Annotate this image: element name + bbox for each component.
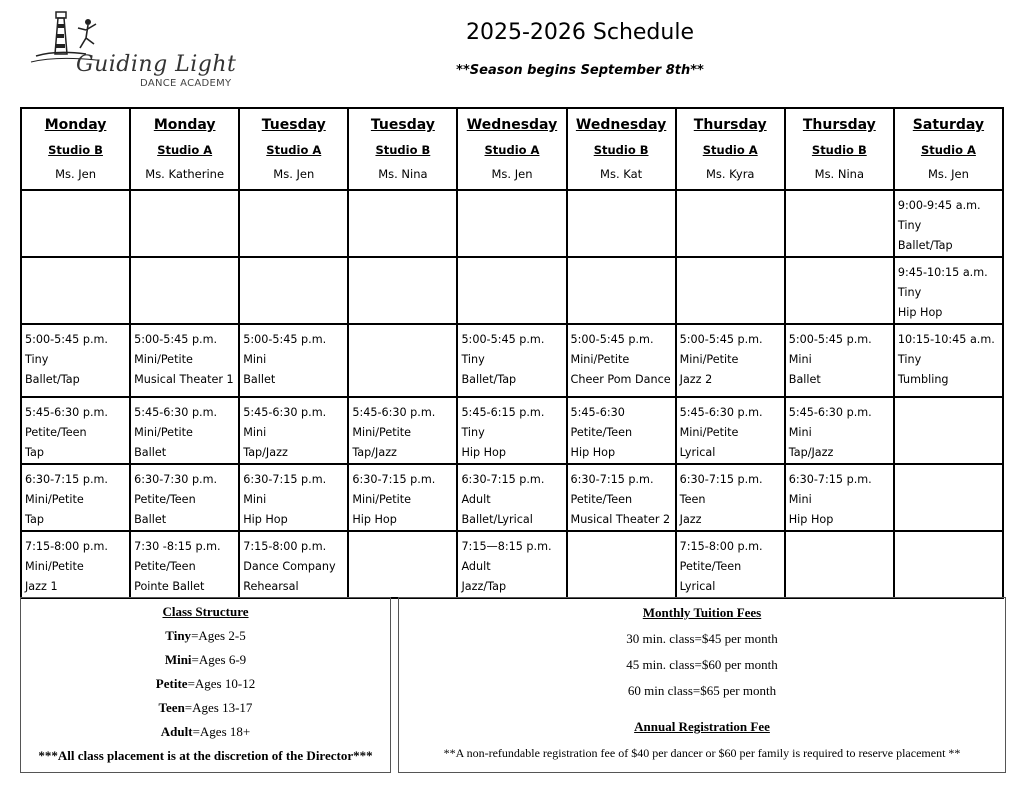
class-time: 5:45-6:30 p.m. <box>243 406 327 419</box>
class-style: Ballet/Tap <box>897 239 953 252</box>
class-level: Tiny <box>897 353 922 366</box>
class-cell <box>130 464 239 531</box>
season-start-note: **Season begins September 8th** <box>456 63 704 78</box>
class-cell <box>457 531 566 598</box>
class-style: Lyrical <box>679 580 716 593</box>
class-style: Musical Theater 2 <box>570 513 671 526</box>
class-time: 5:00-5:45 p.m. <box>570 333 654 346</box>
class-cell <box>894 324 1003 397</box>
class-style: Hip Hop <box>897 306 943 319</box>
empty-cell <box>676 190 785 257</box>
empty-cell <box>894 464 1003 531</box>
class-cell <box>130 397 239 464</box>
empty-cell <box>894 397 1003 464</box>
studio-label: Studio B <box>811 143 867 157</box>
class-time: 5:45-6:30 <box>570 406 625 419</box>
level-name: Adult <box>160 724 193 739</box>
day-label: Wednesday <box>575 117 667 133</box>
class-style: Tap <box>25 513 44 526</box>
studio-label: Studio A <box>266 143 322 157</box>
fee-60-min: 60 min class=$65 per month <box>627 683 777 698</box>
class-level: Petite/Teen <box>134 493 196 506</box>
day-label: Tuesday <box>370 117 435 133</box>
empty-cell <box>567 190 676 257</box>
studio-label: Studio B <box>593 143 649 157</box>
empty-cell <box>567 257 676 324</box>
class-cell <box>21 464 130 531</box>
class-time: 5:00-5:45 p.m. <box>788 333 872 346</box>
class-cell <box>21 324 130 397</box>
tuition-heading: Monthly Tuition Fees <box>642 605 762 620</box>
class-style: Cheer Pom Dance <box>570 373 671 386</box>
class-level: Dance Company <box>243 560 336 573</box>
level-ages: =Ages 10-12 <box>187 676 256 691</box>
class-cell <box>130 531 239 598</box>
class-style: Jazz <box>679 513 702 526</box>
logo-script-text: Guiding Light <box>76 52 237 77</box>
class-time: 6:30-7:15 p.m. <box>570 473 654 486</box>
schedule-header-row <box>21 108 1003 190</box>
class-cell <box>676 531 785 598</box>
class-level: Mini/Petite <box>570 353 630 366</box>
schedule-row <box>21 464 1003 531</box>
level-ages: =Ages 2-5 <box>191 628 246 643</box>
class-time: 7:15—8:15 p.m. <box>461 540 552 553</box>
day-label: Monday <box>153 117 216 133</box>
class-cell <box>21 531 130 598</box>
day-label: Tuesday <box>261 117 326 133</box>
column-header <box>239 108 348 190</box>
class-time: 5:45-6:30 p.m. <box>352 406 436 419</box>
class-level: Teen <box>679 493 706 506</box>
teacher-label: Ms. Katherine <box>145 167 225 181</box>
class-cell <box>457 464 566 531</box>
age-level-item <box>21 648 390 672</box>
class-level: Mini <box>788 493 812 506</box>
class-structure-box <box>20 597 391 773</box>
class-time: 5:45-6:30 p.m. <box>679 406 763 419</box>
class-cell <box>676 464 785 531</box>
class-time: 10:15-10:45 a.m. <box>897 333 995 346</box>
class-time: 7:15-8:00 p.m. <box>25 540 108 553</box>
day-label: Wednesday <box>466 117 558 133</box>
class-level: Mini/Petite <box>25 560 84 573</box>
class-style: Rehearsal <box>243 580 299 593</box>
class-level: Tiny <box>25 353 49 366</box>
class-level: Petite/Teen <box>570 426 633 439</box>
empty-cell <box>567 531 676 598</box>
studio-label: Studio B <box>48 143 103 157</box>
class-cell <box>239 397 348 464</box>
level-name: Petite <box>155 676 188 691</box>
empty-cell <box>457 257 566 324</box>
class-cell <box>676 324 785 397</box>
day-label: Saturday <box>912 117 985 133</box>
class-style: Hip Hop <box>570 446 616 459</box>
class-time: 7:15-8:00 p.m. <box>679 540 763 553</box>
level-name: Mini <box>164 652 192 667</box>
class-level: Adult <box>461 560 491 573</box>
class-time: 6:30-7:15 p.m. <box>461 473 545 486</box>
class-style: Tap/Jazz <box>352 446 397 459</box>
class-time: 6:30-7:15 p.m. <box>25 473 108 486</box>
class-cell <box>785 324 894 397</box>
class-level: Tiny <box>461 353 485 366</box>
teacher-label: Ms. Kat <box>600 167 643 181</box>
logo-subtitle: DANCE ACADEMY <box>140 78 232 89</box>
empty-cell <box>130 190 239 257</box>
empty-cell <box>348 190 457 257</box>
class-cell <box>894 190 1003 257</box>
class-level: Petite/Teen <box>25 426 87 439</box>
class-cell <box>567 324 676 397</box>
class-style: Lyrical <box>679 446 716 459</box>
empty-cell <box>239 190 348 257</box>
class-style: Musical Theater 1 <box>134 373 234 386</box>
class-style: Ballet/Lyrical <box>461 513 533 526</box>
class-time: 6:30-7:15 p.m. <box>352 473 436 486</box>
level-name: Tiny <box>165 628 192 643</box>
class-level: Mini/Petite <box>352 426 412 439</box>
class-style: Ballet/Tap <box>461 373 517 386</box>
schedule-table <box>20 107 1004 599</box>
tuition-box <box>398 597 1006 773</box>
empty-cell <box>785 531 894 598</box>
teacher-label: Ms. Kyra <box>705 167 755 181</box>
class-level: Mini <box>788 426 812 439</box>
class-time: 5:00-5:45 p.m. <box>25 333 108 346</box>
class-style: Hip Hop <box>352 513 397 526</box>
day-label: Monday <box>44 117 107 133</box>
schedule-row <box>21 190 1003 257</box>
class-style: Ballet <box>134 446 167 459</box>
class-time: 5:00-5:45 p.m. <box>461 333 545 346</box>
column-header <box>130 108 239 190</box>
class-time: 7:15-8:00 p.m. <box>243 540 327 553</box>
class-level: Petite/Teen <box>679 560 742 573</box>
column-header <box>457 108 566 190</box>
class-time: 6:30-7:15 p.m. <box>679 473 763 486</box>
empty-cell <box>21 257 130 324</box>
class-level: Tiny <box>897 286 922 299</box>
schedule-row <box>21 397 1003 464</box>
class-time: 5:00-5:45 p.m. <box>679 333 763 346</box>
class-cell <box>676 397 785 464</box>
class-time: 5:45-6:15 p.m. <box>461 406 545 419</box>
class-cell <box>567 464 676 531</box>
day-label: Thursday <box>693 117 767 133</box>
teacher-label: Ms. Jen <box>491 167 533 181</box>
teacher-label: Ms. Jen <box>55 167 97 181</box>
teacher-label: Ms. Jen <box>273 167 315 181</box>
class-cell <box>239 464 348 531</box>
class-level: Adult <box>461 493 491 506</box>
class-cell <box>239 531 348 598</box>
class-cell <box>130 324 239 397</box>
schedule-row <box>21 531 1003 598</box>
empty-cell <box>785 257 894 324</box>
registration-note: **A non-refundable registration fee of $40 per dancer or $60 per family is required to reserve placement ** <box>443 746 961 760</box>
class-cell <box>457 324 566 397</box>
level-ages: =Ages 6-9 <box>191 652 247 667</box>
class-level: Mini/Petite <box>134 353 193 366</box>
studio-label: Studio A <box>702 143 758 157</box>
studio-label: Studio B <box>375 143 431 157</box>
empty-cell <box>348 257 457 324</box>
class-style: Tap/Jazz <box>243 446 288 459</box>
class-cell <box>785 464 894 531</box>
class-cell <box>894 257 1003 324</box>
level-ages: =Ages 18+ <box>192 724 251 739</box>
teacher-label: Ms. Jen <box>927 167 969 181</box>
schedule-row <box>21 324 1003 397</box>
class-level: Mini <box>243 353 267 366</box>
class-level: Mini/Petite <box>679 426 739 439</box>
class-style: Ballet/Tap <box>25 373 80 386</box>
empty-cell <box>348 531 457 598</box>
class-structure-heading: Class Structure <box>162 604 249 619</box>
empty-cell <box>130 257 239 324</box>
class-level: Mini/Petite <box>134 426 193 439</box>
fee-30-min: 30 min. class=$45 per month <box>626 631 778 646</box>
class-level: Petite/Teen <box>570 493 633 506</box>
class-level: Mini/Petite <box>352 493 412 506</box>
column-header <box>567 108 676 190</box>
class-time: 5:00-5:45 p.m. <box>134 333 218 346</box>
column-header <box>676 108 785 190</box>
class-style: Ballet <box>788 373 821 386</box>
column-header <box>894 108 1003 190</box>
class-style: Hip Hop <box>461 446 506 459</box>
age-level-item <box>21 720 390 744</box>
teacher-label: Ms. Nina <box>378 167 428 181</box>
class-level: Mini/Petite <box>679 353 739 366</box>
empty-cell <box>457 190 566 257</box>
class-time: 5:00-5:45 p.m. <box>243 333 327 346</box>
class-time: 9:45-10:15 a.m. <box>897 266 988 279</box>
level-ages: =Ages 13-17 <box>184 700 253 715</box>
level-name: Teen <box>158 700 185 715</box>
class-level: Tiny <box>897 219 922 232</box>
empty-cell <box>894 531 1003 598</box>
age-level-item <box>21 624 390 648</box>
empty-cell <box>348 324 457 397</box>
class-level: Tiny <box>461 426 485 439</box>
class-style: Hip Hop <box>788 513 834 526</box>
class-cell <box>348 464 457 531</box>
class-time: 6:30-7:30 p.m. <box>134 473 218 486</box>
class-level: Mini <box>788 353 812 366</box>
studio-label: Studio A <box>920 143 976 157</box>
class-style: Hip Hop <box>243 513 288 526</box>
class-cell <box>21 397 130 464</box>
class-time: 9:00-9:45 a.m. <box>897 199 981 212</box>
class-time: 7:30 -8:15 p.m. <box>134 540 221 553</box>
class-time: 6:30-7:15 p.m. <box>788 473 872 486</box>
class-cell <box>348 397 457 464</box>
class-time: 5:45-6:30 p.m. <box>788 406 872 419</box>
class-level: Petite/Teen <box>134 560 196 573</box>
class-style: Tap/Jazz <box>788 446 834 459</box>
empty-cell <box>239 257 348 324</box>
class-style: Tumbling <box>897 373 949 386</box>
column-header <box>21 108 130 190</box>
age-level-item <box>21 696 390 720</box>
age-level-item <box>21 672 390 696</box>
schedule-body <box>21 190 1003 598</box>
class-cell <box>785 397 894 464</box>
schedule-row <box>21 257 1003 324</box>
class-style: Jazz/Tap <box>461 580 507 593</box>
studio-label: Studio A <box>157 143 213 157</box>
class-style: Jazz 2 <box>679 373 713 386</box>
class-style: Ballet <box>134 513 167 526</box>
class-style: Jazz 1 <box>25 580 58 593</box>
teacher-label: Ms. Nina <box>814 167 864 181</box>
class-level: Mini <box>243 493 267 506</box>
column-header <box>348 108 457 190</box>
day-label: Thursday <box>802 117 876 133</box>
class-level: Mini/Petite <box>25 493 84 506</box>
registration-heading: Annual Registration Fee <box>634 719 770 734</box>
column-header <box>785 108 894 190</box>
studio-label: Studio A <box>484 143 540 157</box>
page-title: 2025-2026 Schedule <box>465 20 694 45</box>
fee-45-min: 45 min. class=$60 per month <box>626 657 778 672</box>
class-cell <box>567 397 676 464</box>
class-cell <box>457 397 566 464</box>
class-style: Ballet <box>243 373 276 386</box>
class-time: 5:45-6:30 p.m. <box>134 406 218 419</box>
class-style: Pointe Ballet <box>134 580 205 593</box>
empty-cell <box>785 190 894 257</box>
empty-cell <box>676 257 785 324</box>
class-level: Mini <box>243 426 267 439</box>
placement-note: ***All class placement is at the discretion of the Director*** <box>38 748 373 763</box>
academy-logo <box>26 10 236 90</box>
age-level-list <box>21 624 390 744</box>
class-style: Tap <box>25 446 44 459</box>
class-time: 5:45-6:30 p.m. <box>25 406 108 419</box>
empty-cell <box>21 190 130 257</box>
class-time: 6:30-7:15 p.m. <box>243 473 327 486</box>
class-cell <box>239 324 348 397</box>
